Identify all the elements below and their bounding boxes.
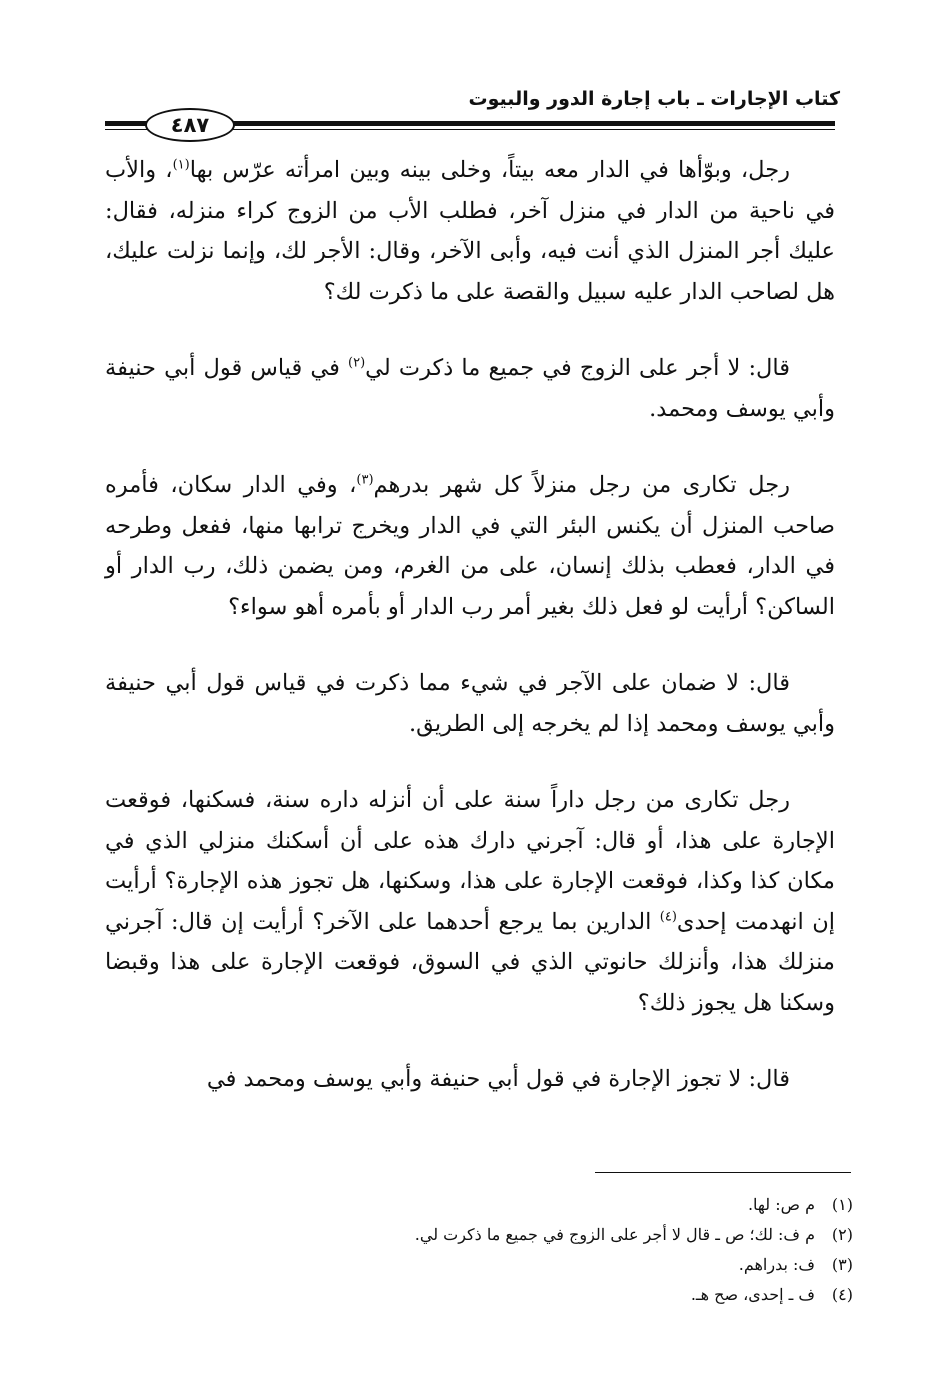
paragraph-text: رجل تكارى من رجل داراً سنة على أن أنزله داره سنة، فسكنها، فوقعت الإجارة على هذا، أو قال: آجرني دارك هذه على أن أسكنك منزلي الذي في مكان كذا وكذا، فوقعت الإجارة على هذا، وسكنها، هل تجوز هذه الإجارة؟ أرأيت إن انهدمت إحدى bbox=[105, 787, 835, 935]
footnote-marker: (٣) bbox=[356, 472, 374, 488]
paragraph-text: الدارين بما يرجع أحدهما على الآخر؟ أرأيت إن قال: آجرني منزلك هذا، وأنزلك حانوتي الذي في السوق، فوقعت الإجارة على هذا وقبضا وسكنا هل يجوز ذلك؟ bbox=[105, 908, 835, 1016]
footnote-item bbox=[203, 1250, 853, 1280]
paragraph-text: رجل، وبوّأها في الدار معه بيتاً، وخلى بينه وبين امرأته عرّس بها bbox=[189, 157, 790, 183]
footnote-number: (١) bbox=[831, 1195, 853, 1214]
paragraph bbox=[105, 150, 835, 312]
footnote-marker: (٤) bbox=[659, 909, 677, 924]
paragraph-text: في قياس قول أبي حنيفة وأبي يوسف ومحمد. bbox=[105, 355, 835, 422]
footnote-number: (٤) bbox=[831, 1285, 853, 1304]
footnote-text: م ف: لك؛ ص ـ قال لا أجر على الزوج في جميع ما ذكرت لي. bbox=[414, 1225, 815, 1244]
footnote-marker: (١) bbox=[172, 157, 190, 173]
footnote-item bbox=[203, 1190, 853, 1220]
page-number-badge bbox=[145, 108, 235, 142]
paragraph bbox=[105, 663, 835, 744]
paragraph bbox=[105, 780, 835, 1023]
paragraph-text: قال: لا ضمان على الآجر في شيء مما ذكرت في قياس قول أبي حنيفة وأبي يوسف ومحمد إذا لم يخرجه إلى الطريق. bbox=[105, 670, 835, 737]
footnote-number: (٣) bbox=[831, 1255, 853, 1274]
footnote-item bbox=[203, 1220, 853, 1250]
paragraph-text: قال: لا أجر على الزوج في جميع ما ذكرت لي bbox=[365, 355, 790, 381]
page-number: ٤٨٧ bbox=[170, 113, 210, 137]
paragraph-text: ، وفي الدار سكان، فأمره صاحب المنزل أن يكنس البئر التي في الدار ويخرج ترابها منها، ففعل وطرحه في الدار، فعطب بذلك إنسان، على من الغرم، ومن يضمن ذلك، رب الدار أو الساكن؟ أرأيت لو فعل ذلك بغير أمر رب الدار أو بأمره أهو سواء؟ bbox=[105, 472, 835, 620]
footnote-text: ف: بدراهم. bbox=[738, 1255, 815, 1274]
paragraph bbox=[105, 348, 835, 429]
footnote-separator bbox=[595, 1172, 851, 1173]
footnote-marker: (٢) bbox=[348, 355, 366, 371]
paragraph-text: ، والأب في ناحية من الدار في منزل آخر، فطلب الأب من الزوج كراء منزله، فقال: عليك أجر المنزل الذي أنت فيه، وأبى الآخر، وقال: الأجر لك، وإنما نزلت عليك، هل لصاحب الدار عليه سبيل والقصة على ما ذكرت لك؟ bbox=[105, 157, 835, 305]
paragraph-text: قال: لا تجوز الإجارة في قول أبي حنيفة وأبي يوسف ومحمد في bbox=[206, 1066, 790, 1092]
running-header-title: كتاب الإجارات ـ باب إجارة الدور والبيوت bbox=[468, 88, 840, 110]
body-text bbox=[105, 150, 835, 1136]
paragraph bbox=[105, 1059, 835, 1100]
paragraph bbox=[105, 465, 835, 627]
footnote-text: م ص: لها. bbox=[747, 1195, 815, 1214]
footnote-item bbox=[203, 1280, 853, 1310]
paragraph-text: رجل تكارى من رجل منزلاً كل شهر بدرهم bbox=[373, 472, 790, 498]
footnotes bbox=[203, 1190, 853, 1310]
footnote-number: (٢) bbox=[831, 1225, 853, 1244]
footnote-text: ف ـ إحدى، صح هـ. bbox=[690, 1285, 815, 1304]
